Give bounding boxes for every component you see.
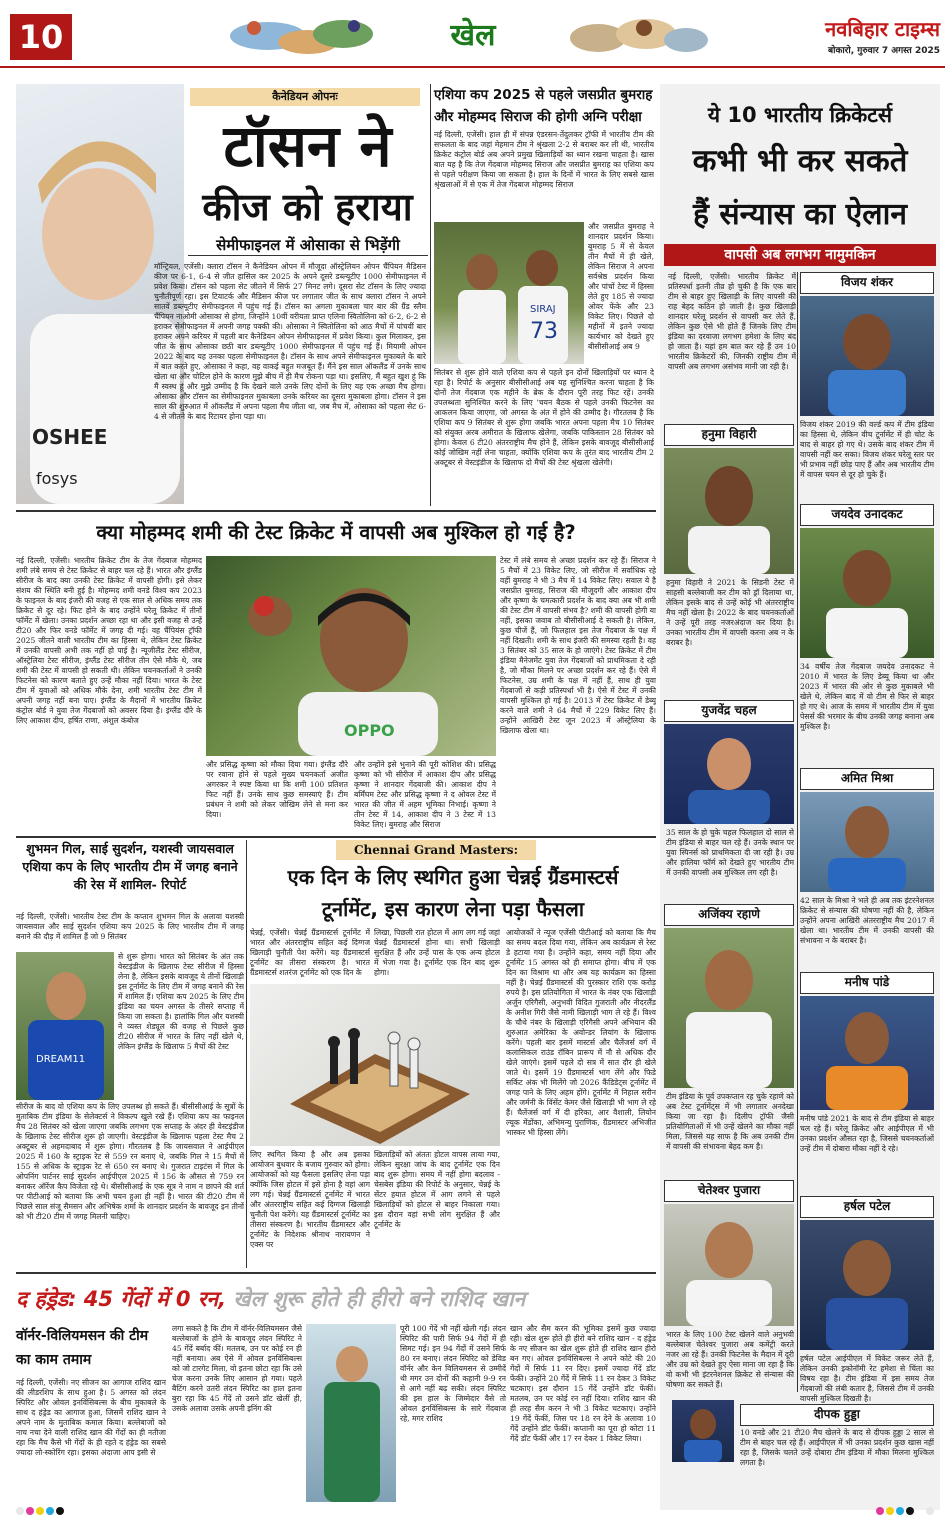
player-name-hanuma-vihari: हनुमा विहारी — [664, 424, 794, 446]
player-name-amit-mishra: अमित मिश्रा — [800, 768, 934, 790]
player-name-harshal-patel: हर्षल पटेल — [800, 1196, 934, 1218]
rashid-khan-photo — [306, 1324, 396, 1502]
column-divider — [797, 272, 798, 1392]
story6-col4: खान और सैम करन की भूमिका इसमें कुछ ज्यादा रही। खेल शुरू होते ही हीरो बने राशिद खान - द हंड्रेड के नए सीजन का खेल शुरू होते ही राशिद खान हीरो बन गए। ओवल इनविंसिबल्स ने अपने कोटे की 20 गेंदों में सिर्फ 11 रन दिए। इसमें ज्यादा गेंदें डॉट फेंकी। उन्होंने 20 गेंदें में सिर्फ 11 रन देकर 3 विकेट चटकाए। इस दौरान 15 गेंदें उन्होंने डॉट फेंकीं। मतलब, उन पर कोई रन नहीं दिया। राशिद खान की ही तरह सैम करन ने भी 3 विकेट चटकाए। उन्होंने 19 गेंदें फेंकीं, जिस पर 18 रन देने के अलावा 10 गेंदें उन्होंने डॉट फेंकीं। कप्तानी का पूरा हो कोटा 11 गेंदें डॉट फेंकीं और 17 रन देकर 1 विकेट लिया। — [510, 1324, 656, 1443]
jaydev-unadkat-photo — [800, 528, 934, 658]
cheteshwar-pujara-text: भारत के लिए 100 टेस्ट खेलने वाले अनुभवी बल्लेबाज चेतेश्वर पुजारा अब कमेंट्री करते नजर आ रहे हैं। उनकी फिटनेस के मैदान में दूरी और उम्र को देखते हुए ऐसा माना जा रहा है कि वो कभी भी इंटरनेशनल क्रिकेट से संन्यास की घोषणा कर सकते हैं। — [666, 1330, 794, 1389]
jaydev-unadkat-text: 34 वर्षीय तेज गेंदबाज जयदेव उनादकट ने 2010 में भारत के लिए डेब्यू किया था और 2023 में भारत की ओर से कुछ मुकाबले भी खेले थे, लेकिन बाद में वो टीम से फिर से बाहर हो गए थे। आज के समय में भारतीय टीम में युवा पेसर्स की भरमार के बीच उनकी जगह बनाना अब मुश्किल है। — [800, 662, 934, 731]
harshal-patel-text: हर्षल पटेल आईपीएल में विकेट जरूर लेते हैं, लेकिन उनकी इकोनॉमी रेट हमेशा से चिंता का विषय रहा है। टीम इंडिया में इस समय तेज गेंदबाजों की लंबी कतार है, जिससे टीम में उनकी वापसी मुश्किल दिखती है। — [800, 1354, 934, 1403]
player-name-vijay-shankar: विजय शंकर — [800, 272, 934, 294]
yuzvendra-chahal-photo — [664, 724, 794, 824]
column-divider — [430, 84, 431, 506]
player-name-ajinkya-rahane: अजिंक्य रहाणे — [664, 904, 794, 926]
story4-headline: शुभमन गिल, साई सुदर्शन, यशस्वी जायसवाल एशिया कप के लिए भारतीय टीम में जगह बनाने की रेस में शामिल- रिपोर्ट — [22, 841, 238, 892]
story5-col2-bottom: खिलाड़ियों को अंततः होटल वापस लाया गया, लेकिन सुरक्षा जांच के बाद टूर्नामेंट एक दिन बाद शुरू होगा। समय में नहीं होगा बदलाव - चेसबेस इंडिया की रिपोर्ट के अनुसार, चेन्नई के सेंटर हयात होटल में आग लगने से पहले खिलाड़ियों को होटल से बाहर निकाला गया। इस दौरान वहां सभी लोग सुरक्षित हैं और टूर्नामेंट के — [374, 1150, 500, 1229]
chess-board-figure — [250, 984, 500, 1146]
deepak-hooda-text: 10 वनडे और 21 टी20 मैच खेलने के बाद से दीपक हुड्डा 2 साल से टीम से बाहर चल रहे हैं। आईपीएल में भी उनका प्रदर्शन कुछ खास नहीं रहा है, जिसके चलते उन्हें दोबारा टीम इंडिया में मौका मिलना मुश्किल लगता है। — [740, 1428, 934, 1467]
column-divider — [246, 840, 247, 1268]
story6-headline-part2: खेल शुरू होते ही हीरो बने राशिद खान — [233, 1287, 526, 1311]
story3-col3: और उन्होंने इसे भुनाने की पूरी कोशिश की। प्रसिद्ध कृष्णा को भी सीरीज में आकाश दीप और प्रसिद्ध कृष्णा ने शानदार गेंदबाजी की। आकाश दीप ने बर्मिंघम टेस्ट और प्रसिद्ध कृष्णा ने द ओवल टेस्ट में भारत की जीत में अहम भूमिका निभाई। कृष्णा ने तीन टेस्ट में 14, आकाश दीप ने 3 टेस्ट में 13 विकेट लिए। बुमराह और सिराज — [354, 760, 496, 829]
player-figure — [664, 724, 794, 824]
ajinkya-rahane-text: टीम इंडिया के पूर्व उपकप्तान रह चुके रहाणे को अब टेस्ट टूर्नामेंट्स में भी लगातार अनदेखा किया जा रहा है। दिलीप ट्रॉफी जैसी प्रतियोगिताओं में भी उन्हें खेलने का मौका नहीं मिला, जिससे यह साफ है कि अब उनकी टीम में वापसी की संभावना बेहद कम है। — [666, 1092, 794, 1151]
story3-col2: और प्रसिद्ध कृष्णा को मौका दिया गया। इंग्लैंड दौरे पर रवाना होने से पहले मुख्य चयनकर्ता अजीत अगरकर ने स्पष्ट किया था कि शमी 100 प्रतिशत फिट नहीं हैं। उनके साथ कुछ समस्याएं हैं। टीम प्रबंधन ने शमी को लेकर जोखिम लेने से मना कर दिया। — [206, 760, 348, 819]
story4-body-side: से शुरू होगा। भारत को सितंबर के अंत तक वेस्टइंडीज के खिलाफ टेस्ट सीरीज में हिस्सा लेना है, लेकिन इसके बावजूद ये तीनों खिलाड़ी इस टूर्नामेंट के लिए टीम में जगह बनाने की रेस में शामिल हैं। एशिया कप 2025 के लिए टीम इंडिया का चयन अगस्त के तीसरे सप्ताह में किया जा सकता है। हालांकि गिल और यशस्वी ने व्यस्त शेड्यूल की वजह से पिछले कुछ टी20 सीरीज में भारत के लिए नहीं खेले थे, लेकिन इंग्लैंड के खिलाफ 5 मैचों की टेस्ट — [118, 952, 244, 1051]
story6-col1: नई दिल्ली, एजेंसी। नए सीजन का आगाज राशिद खान की लीडरशिप के साथ हुआ है। 5 अगस्त को लंदन स्पिरिट और ओवल इनविंसिबल्स के बीच मुकाबले के साथ द हंड्रेड का आगाज हुआ, जिसमें राशिद खान ने अपने नाम के मुताबिक कमाल किया। बल्लेबाजों को नाच नचा देने वाली राशिद खान की गेंदों का ही नतीजा रहा कि मैच कैसे भी गेंदों के ही रहते द हंड्रेड का सबसे ज्यादा लो-स्कोरिंग रहा। इसका अंदाजा आप इसी से — [16, 1378, 166, 1457]
yuzvendra-chahal-text: 35 साल के हो चुके चहल फिलहाल दो साल से टीम इंडिया से बाहर चल रहे हैं। उनके स्थान पर युवा स्पिनर्स को प्राथमिकता दी जा रही है। उम्र और हालिया फॉर्म को देखते हुए भारतीय टीम में उनकी वापसी अब मुश्किल लग रही है। — [666, 828, 794, 877]
story5-col1-top: चेन्नई, एजेंसी। चेन्नई ग्रैंडमास्टर्स टूर्नामेंट में भारत और अंतरराष्ट्रीय सहित कई दिग्गज खिलाड़ी चुनौती पेश करेंगे। यह ग्रैंडमास्टर्स टूर्नामेंट का तीसरा संस्करण है। भारत ग्रैंडमास्टर्स शतरंज टूर्नामेंट को एक दिन के — [250, 928, 370, 977]
vijay-shankar-text: विजय शंकर 2019 की वर्ल्ड कप में टीम इंडिया का हिस्सा थे, लेकिन वीच टूर्नामेंट में ही चोट के बाद से बाहर हो गए थे। उसके बाद शंकर टीम में वापसी नहीं कर सका। विजय शंकर घरेलू स्तर पर भी प्रभाव नहीं छोड़ पाए हैं और अब भारतीय टीम में वापस चयन से दूर हो चुके हैं। — [800, 420, 934, 479]
bumrah-siraj-photo — [434, 222, 584, 364]
story2-body-top: नई दिल्ली, एजेंसी। हाल ही में संपन्न एंडरसन-तेंदुलकर ट्रॉफी में भारतीय टीम की सफलता के बाद जहां मेहमान टीम ने श्रृंखला 2-2 से बराबर कर ली थी, भारतीय क्रिकेट कंट्रोल बोर्ड अब अपने प्रमुख खिलाड़ियों का ध्यान रखना चाहता है। खास बात यह है कि तेज गेंदबाज मोहम्मद सिराज और जसप्रीत बुमराह का एशिया कप से पहले परीक्षण किया जा सकता है। हाल के दिनों में भारत के लिए सबसे खास श्रृंखलाओं में से एक में तेज गेंदबाज मोहम्मद सिराज — [434, 130, 654, 189]
player-figure — [800, 1220, 934, 1350]
hanuma-vihari-text: हनुमा विहारी ने 2021 के सिडनी टेस्ट में साहसी बल्लेबाजी कर टीम को ड्रॉ दिलाया था, लेकिन इसके बाद से उन्हें कोई भी अंतरराष्ट्रीय मैच नहीं खेला है। 2022 के बाद चयनकर्ताओं ने उन्हें पूरी तरह नजरअंदाज कर दिया है। उनका भारतीय टीम में वापसी करना अब न के बराबर है। — [666, 578, 794, 647]
svg-text:OSHEE: OSHEE — [32, 425, 108, 449]
sidebar-subtitle: वापसी अब लगभग नामुमकिन — [664, 244, 936, 266]
cricketers-figure — [434, 222, 584, 364]
gill-photo — [16, 952, 114, 1100]
player-figure — [664, 928, 794, 1088]
story5-kicker: Chennai Grand Masters: — [336, 840, 536, 860]
story2-body-side: और जसप्रीत बुमराह ने शानदार प्रदर्शन किया। बुमराह 5 में से केवल तीन मैचों में ही खेले, लेकिन सिराज ने अपना सर्वश्रेष्ठ प्रदर्शन किया और पांचों टेस्ट में हिस्सा लेते हुए 185 से ज्यादा ओवर फेंके और 23 विकेट लिए। पिछले दो महीनों में इतने ज्यादा कार्यभार को देखते हुए बीसीसीआई अब 9 — [588, 222, 654, 351]
ajinkya-rahane-photo — [664, 928, 794, 1088]
svg-text:OPPO: OPPO — [344, 721, 395, 740]
registration-marks — [0, 1504, 945, 1518]
story4-body-top: नई दिल्ली, एजेंसी। भारतीय टेस्ट टीम के कप्तान शुभमन गिल के अलावा यशस्वी जायसवाल और साई सुदर्शन एशिया कप 2025 के लिए भारतीय टीम में जगह बनाने की दौड़ में शामिल हैं जो 9 सितंबर — [16, 912, 244, 941]
section-title: खेल — [450, 18, 496, 53]
player-figure — [672, 1400, 734, 1462]
shami-photo — [206, 556, 496, 756]
player-name-manish-pandey: मनीष पांडे — [800, 972, 934, 994]
svg-text:73: 73 — [530, 319, 558, 344]
brand-logo: नवबिहार टाइम्स — [825, 17, 940, 41]
story5-headline-line1: एक दिन के लिए स्थगित हुआ चेन्नई ग्रैंडमास्टर्स — [287, 865, 619, 889]
player-figure — [800, 296, 934, 416]
player-name-deepak-hooda: दीपक हुड्डा — [740, 1404, 934, 1426]
story3-col4: टेस्ट में लंबे समय से अच्छा प्रदर्शन कर रहे हैं। सिराज ने 5 मैचों में 23 विकेट लिए, जो सीरीज में सर्वाधिक रहे वहीं बुमराह ने भी 3 मैच में 14 विकेट लिए। सवाल ये है जसप्रीत बुमराह, सिराज की मौजूदगी और आकाश दीप और कृष्णा के चमत्कारी प्रदर्शन के बाद क्या अब भी शमी की टेस्ट टीम में वापसी संभव है? शमी की वापसी होगी या नहीं, इसका जवाब तो बीसीसीआई दे सकती है। लेकिन, कुछ चीजें हैं, जो फिलहाल इस तेज गेंदबाज के पक्ष में नहीं दिखती। शमी के साथ इंजरी की समस्या रहती है। वह 3 सितंबर को 35 साल के हो जाएंगे। टेस्ट क्रिकेट में टीम इंडिया मैनेजमेंट युवा तेज गेंदबाजों को प्राथमिकता दे रही है, जो मौका मिलने पर अच्छा प्रदर्शन कर रहे हैं। ऐसे में फिटनेस, उम्र शमी के पक्ष में नहीं हैं, साथ ही युवा गेंदबाजों से कड़ी प्रतिस्पर्धा भी है। ऐसे में टेस्ट में उनकी वापसी मुश्किल हो गई है। 2013 में टेस्ट क्रिकेट में डेब्यू करने वाले शमी ने 64 मैचों में 229 विकेट लिए हैं। उन्होंने आखिरी टेस्ट जून 2023 में ऑस्ट्रेलिया के खिलाफ खेला था। — [500, 556, 656, 735]
story5-col2-top: लिखा, पिछली रात होटल में आग लग गई जहां चेन्नई ग्रैंडमास्टर्स होना था। सभी खिलाड़ी सुरक्षित हैं और उन्हें पास के एक अन्य होटल में भेजा गया है। टूर्नामेंट एक दिन बाद शुरू होगा। — [374, 928, 500, 977]
harshal-patel-photo — [800, 1220, 934, 1350]
svg-text:SIRAJ: SIRAJ — [530, 304, 556, 315]
story5-col1-bottom: लिए स्थगित किया है और अब इसका आयोजन बुधवार के बजाय गुरुवार को होगा। आयोजकों को यह फैसला इसलिए लेना पड़ा क्योंकि जिस होटल में इसे होना है वहां आग लग गई। चेन्नई ग्रैंडमास्टर्स टूर्नामेंट में भारत और अंतरराष्ट्रीय सहित कई दिग्गज खिलाड़ी चुनौती पेश करेंगे। यह ग्रैंडमास्टर्स टूर्नामेंट का तीसरा संस्करण है। भारतीय ग्रैंडमास्टर और टूर्नामेंट के निदेशक श्रीनाथ नारायणन ने एक्स पर — [250, 1150, 370, 1249]
player-figure — [664, 1204, 794, 1326]
story5-headline-line2: टूर्नामेंट, इस कारण लेना पड़ा फैसला — [321, 897, 585, 921]
header-athlete-collage — [568, 14, 708, 58]
shami-figure — [206, 556, 496, 756]
amit-mishra-photo — [800, 792, 934, 892]
cheteshwar-pujara-photo — [664, 1204, 794, 1326]
player-figure — [800, 996, 934, 1110]
story2-headline-line2: और मोहम्मद सिराज की होगी अग्नि परीक्षा — [434, 109, 642, 125]
chess-board-photo — [250, 984, 500, 1146]
story6-col2: लगा सकते है कि टीम में वॉर्नर-विलियमसन जैसे बल्लेबाजों के होने के बावजूद लंदन स्पिरिट ने 45 गेंदें बर्बाद कीं। मतलब, उन पर कोई रन ही नहीं बनाया। अब ऐसे में ओवल इनविंसिबल्स को जो टारगेट मिला, वो इतना छोटा रहा कि उसे चेज करना उनके लिए आसान हो गया। पहले बैटिंग करने उतरी लंदन स्पिरिट का हाल इतना बुरा रहा कि 45 गेंदें तो उसने डॉट खेलीं ही, उसके अलावा उसके अपनी इनिंग की — [172, 1324, 302, 1413]
svg-text:DREAM11: DREAM11 — [36, 1054, 86, 1065]
vijay-shankar-photo — [800, 296, 934, 416]
svg-text:fosys: fosys — [36, 469, 78, 488]
story1-kicker: कैनेडियन ओपनः — [190, 88, 420, 106]
story2-headline-line1: एशिया कप 2025 से पहले जसप्रीत बुमराह — [434, 87, 653, 103]
story3-headline: क्या मोहम्मद शमी की टेस्ट क्रिकेट में वापसी अब मुश्किल हो गई है? — [96, 521, 576, 544]
page-header — [0, 0, 945, 68]
player-name-yuzvendra-chahal: युजवेंद्र चहल — [664, 700, 794, 722]
manish-pandey-photo — [800, 996, 934, 1110]
story6-headline — [16, 1278, 656, 1320]
story3-rule — [16, 510, 656, 512]
sidebar-title-line1: ये 10 भारतीय क्रिकेटर्स — [707, 103, 893, 127]
player-figure — [16, 952, 114, 1100]
story6-rule — [16, 1272, 656, 1274]
story5-col3: आयोजकों ने न्यूज एजेंसी पीटीआई को बताया कि मैच का समय बदल दिया गया, लेकिन अब कार्यक्रम से रेस्ट डे हटाया गया है। उन्होंने कहा, समय नहीं दिया और टूर्नामेंट 15 अगस्त को ही समाप्त होगा। बीच में एक दिन का विश्राम था और अब यह कार्यक्रम का हिस्सा नहीं है। चेन्नई ग्रैंडमास्टर्स की पुरस्कार राशि एक करोड़ रुपये है। इस प्रतियोगिता में भारत के नंबर एक खिलाड़ी अर्जुन एरिगैसी, अनुभवी विदित गुजराती और नीदरलैंड के अनीश गिरी जैसे नामी खिलाड़ी भाग ले रहे हैं। विश्व के चौथे नंबर के खिलाड़ी एरिगैसी अपने अभियान की शुरुआत अमेरिका के अवोन्डर लियांग के खिलाफ करेंगे। पहली बार इसमें मास्टर्स और चैलेंजर्स वर्ग में कलासिकल राउंड रॉबिन प्रारूप में नौ से अधिक दौर खेले जाएंगे। इसमें पहले दो सत्र में सात दौर ही खेले जाते थे। इसमें 19 ग्रैंडमास्टर्स भाग लेंगे और फिडे सर्किट अंक भी मिलेंगे जो 2026 कैंडिडेट्स टूर्नामेंट में जगह पाने के लिए अहम होंगे। टूर्नामेंट में निहाल सरीन और जर्मनी के विंसेंट केमर जैसे खिलाड़ी भी भाग ले रहे हैं। चैलेंजर्स वर्ग में दी हरिका, आर वैशाली, लियोन ल्यूक मेंडोंका, अभिमन्यु पुराणिक, ग्रैंडमास्टर अभिजीत भास्कर भी हिस्सा लेंगे। — [506, 928, 656, 1137]
dateline: बोकारो, गुरुवार 7 अगस्त 2025 — [827, 46, 940, 56]
player-figure — [800, 792, 934, 892]
story3-col1: नई दिल्ली, एजेंसी। भारतीय क्रिकेट टीम के तेज गेंदबाज मोहम्मद शमी लंबे समय से टेस्ट क्रिकेट से बाहर चल रहे हैं। भारत और इंग्लैंड सीरीज के बाद क्या उनकी टेस्ट क्रिकेट में वापसी होगी। इसे लेकर संशय की स्थिति बनी हुई है। मोहम्मद शमी वनडे विश्व कप 2023 के फाइनल के बाद इंजरी की वजह से एक साल से अधिक समय तक क्रिकेट से दूर रहे। फिट होने के बाद उन्होंने घरेलू क्रिकेट में तीनों फॉर्मेट में खेला। उनका प्रदर्शन अच्छा रहा था और इसी वजह से उन्हें टी20 और फिर वनडे फॉर्मेट में जगह दी गई। वह चैंपियंस ट्रॉफी 2025 जीतने वाली भारतीय टीम का हिस्सा थे, लेकिन टेस्ट क्रिकेट में उनकी वापसी अभी तक नहीं हो पाई है। न्यूजीलैंड टेस्ट सीरीज, ऑस्ट्रेलिया टेस्ट सीरीज, इंग्लैंड टेस्ट सीरीज तीन ऐसे मौके थे, जब शमी की टेस्ट में वापसी हो सकती थी। लेकिन चयनकर्ताओं ने उनकी फिटनेस को कारण बताते हुए उन्हें मौका नहीं दिया। भारत के टेस्ट टीम में युवाओं को अधिक मौके देना, शमी भारतीय टेस्ट टीम में अपनी जगह नहीं बना पाए। इंग्लैंड के मैदानों में भारतीय क्रिकेट कंट्रोल बोर्ड ने युवा तेज गेंदबाजों को अवसर दिया है। इंग्लैंड दौरे के लिए आकाश दीप, हर्षित राणा, अंशुल कंबोज — [16, 556, 202, 725]
story1-headline-line2: कीज को हराया — [202, 185, 413, 229]
amit-mishra-text: 42 साल के मिश्रा ने भले ही अब तक इंटरनेशनल क्रिकेट से संन्यास की घोषणा नहीं की है, लेकिन उन्होंने अपना आखिरी अंतरराष्ट्रीय मैच 2017 में खेला था। भारतीय टीम में उनकी वापसी की संभावना न के बराबर है। — [800, 896, 934, 945]
header-sports-collage — [228, 14, 376, 58]
player-figure — [800, 528, 934, 658]
sidebar-title-line2: कभी भी कर सकते — [692, 143, 908, 179]
story6-subhead: वॉर्नर-विलियमसन की टीम का काम तमाम — [16, 1328, 149, 1368]
story6-col3: पूरी 100 गेंदें भी नहीं खेली गईं। लंदन स्पिरिट की पारी सिर्फ 94 गेंदों में ही सिमट गई। इन 94 गेंदों में उसने सिर्फ 80 रन बनाए। लंदन स्पिरिट को डेविड वॉर्नर और केन विलियमसन से उम्मीदें थी मगर उन दोनों की कहानी 9-9 रन से आगे नहीं बढ़ सकी। लंदन स्पिरिट की इस हाल के जिम्मेदार वैसे तो ओवल इनविंसिबल्स के सारे गेंदबाज रहे, मगर राशिद — [400, 1324, 506, 1423]
sidebar-intro: नई दिल्ली, एजेंसी। भारतीय क्रिकेट में प्रतिस्पर्धा इतनी तीव्र हो चुकी है कि एक बार टीम से बाहर हुए खिलाड़ी के लिए वापसी की राह बेहद कठिन हो जाती है। कुछ खिलाड़ी शानदार घरेलू प्रदर्शन से वापसी कर लेते हैं, लेकिन कुछ ऐसे भी होते हैं जिनके लिए टीम इंडिया का दरवाजा लगभग हमेशा के लिए बंद हो जाता है। यहां हम बात कर रहे हैं उन 10 भारतीय क्रिकेटरों की, जिनकी राष्ट्रीय टीम में वापसी अब लगभग असंभव मानी जा रही है। — [668, 272, 796, 371]
sidebar-title-line3: हैं संन्यास का ऐलान — [692, 197, 907, 232]
deepak-hooda-photo — [672, 1400, 734, 1462]
story2-body-bottom: सितंबर से शुरू होने वाले एशिया कप से पहले इन दोनों खिलाड़ियों पर ध्यान दे रहा है। रिपोर्ट के अनुसार बीसीसीआई अब यह सुनिश्चित करना चाहता है कि दोनों तेज गेंदबाज एक महीने के ब्रेक के दौरान पूरी तरह फिट रहें। उनकी उपलब्धता सुनिश्चित करने के लिए 'चयन बैठक से पहले उनकी फिटनेस का आकलन किया जाएगा, जो अगस्त के अंत में होने की उम्मीद है। गौरतलब है कि एशिया कप 9 सितंबर से शुरू होगा जबकि भारत अपना पहला मैच 10 सितंबर को संयुक्त अरब अमीरात के खिलाफ खेलेगा, जबकि पाकिस्तान 28 सितंबर को होगा। केवल 6 टी20 अंतरराष्ट्रीय मैच होने हैं, लेकिन इसके बावजूद बीसीसीआई कोई जोखिम नहीं लेना चाहता, क्योंकि एशिया कप के तुरंत बाद भारतीय टीम 2 अक्टूबर से वेस्टइंडीज के खिलाफ दो मैचों की टेस्ट श्रृंखला खेलेगी। — [434, 368, 654, 467]
story6-headline-part1: द हंड्रेड: 45 गेंदों में 0 रन, — [16, 1287, 227, 1311]
hanuma-vihari-photo — [664, 448, 794, 574]
story4-rule — [16, 836, 656, 838]
story1-subhead: सेमीफाइनल में ओसाका से भिड़ेंगी — [188, 234, 428, 256]
story1-body: मॉन्ट्रियल, एजेंसी। क्लारा टॉसन ने कैनेडियन ओपन में मौजूदा ऑस्ट्रेलियन ओपन चैंपियन मैडिसन कीज पर 6-1, 6-4 से जीत हासिल कर 2025 के अपने दूसरे डब्ल्यूटीए 1000 सेमीफाइनल में प्रवेश किया। टॉसन को पहला सेट जीतने में सिर्फ 27 मिनट लगे। दूसरा सेट टॉसन के लिए ज्यादा चुनौतीपूर्ण रहा। इस टियाटर्क और मैडिसन कीज पर लगातार जीत के साथ क्लारा टॉसन ने अपने सातवें डब्ल्यूटीए सेमीफाइनल में पहुंच गई हैं। टॉसन का अगला मुकाबला चार बार की ग्रैंड स्लैम चैंपियन नाओमी ओसाका से होगा, जिन्होंने 10वीं वरीयता प्राप्त एलिना स्वितोलिना को 6-2, 6-2 से हराकर सेमीफाइनल में अपनी जगह पक्की की। ओसाका ने स्वितोलिना को आठ मैचों में पांचवीं बार हराकर अपने करियर में पहली बार कैनेडियन ओपन सेमीफाइनल में प्रवेश किया। कुल मिलाकर, इस जीत के साथ ओसाका छठी बार डब्ल्यूटीए 1000 सेमीफाइनल में पहुंच गई हैं। मियामी ओपन 2022 के बाद यह उनका पहला सेमीफाइनल है। टॉसन के साथ अपने सेमीफाइनल मुकाबले के बारे में बात करते हुए, ओसाका ने कहा, वह वाकई बहुत मजबूत हैं। मैंने इस साल ऑकलैंड में उनके साथ खेला था और चोटिल होने के कारण मुझे बीच में ही मैच रोकना पड़ा था। इसलिए, मैं बहुत खुश हूं कि मैं स्वस्थ हूं और मुझे उम्मीद है कि देखने वाले उनके लिए दोनों के लिए यह एक अच्छा मैच होगा। ओसाका और टॉसन का सेमीफाइनल मुकाबला उनके करियर का दूसरा मुकाबला होगा। टॉसन ने इस साल की शुरुआत में ऑकलैंड में अपना पहला मैच जीता था, जब मैच में, ओसाका को पहला सेट 6-4 से जीतने के बाद रिटायर होना पड़ा था। — [154, 262, 426, 421]
player-name-jaydev-unadkat: जयदेव उनादकट — [800, 504, 934, 526]
story4-body-bottom: सीरीज के बाद वो एशिया कप के लिए उपलब्ध हो सकते हैं। बीसीसीआई के सूत्रों के मुताबिक टीम इंडिया के सेलेक्टर्स ने विकल्प खुले रखे हैं। एशिया कप का फाइनल मैच 28 सितंबर को खेला जाएगा जबकि लगभग एक सप्ताह के अंदर ही वेस्टइंडीज के खिलाफ टेस्ट सीरीज शुरू हो जाएगी। वेस्टइंडीज के खिलाफ पहला टेस्ट मैच 2 अक्टूबर से अहमदाबाद में शुरू होगा। गौरतलब है कि जायसवाल ने आईपीएल 2025 में 160 के स्ट्राइक रेट से 559 रन बनाए थे, जबकि गिल ने 15 मैचों में 155 से अधिक के स्ट्राइक रेट से 650 रन बनाए थे। गुजरात टाइटंस में गिल के ओपनिंग पार्टनर साई सुदर्शन आईपीएल 2025 में 156 के औसत से 759 रन बनाकर ऑरेंज कैप विजेता रहे थे। बीसीसीआई के एक सूत्र ने नाम न छापने की शर्त पर पीटीआई को बताया कि अभी चयन हुआ ही नहीं है। भारत की टी20 टीम में पिछले साल संजू सैमसन और अभिषेक शर्मा के शानदार प्रदर्शन के बावजूद इन तीनों को भी टी20 टीम में जगह मिलनी चाहिए। — [16, 1102, 244, 1221]
manish-pandey-text: मनीष पांडे 2021 के बाद से टीम इंडिया से बाहर चल रहे हैं। घरेलू क्रिकेट और आईपीएल में भी उनका प्रदर्शन औसत रहा है, जिससे चयनकर्ताओं उन्हें टीम में दोबारा मौका नहीं दे रहे। — [800, 1114, 934, 1153]
player-figure — [664, 448, 794, 574]
story1-headline-line1: टॉसन ने — [223, 112, 392, 180]
player-figure — [306, 1324, 396, 1502]
player-name-cheteshwar-pujara: चेतेश्वर पुजारा — [664, 1180, 794, 1202]
page-number: 10 — [10, 14, 72, 60]
